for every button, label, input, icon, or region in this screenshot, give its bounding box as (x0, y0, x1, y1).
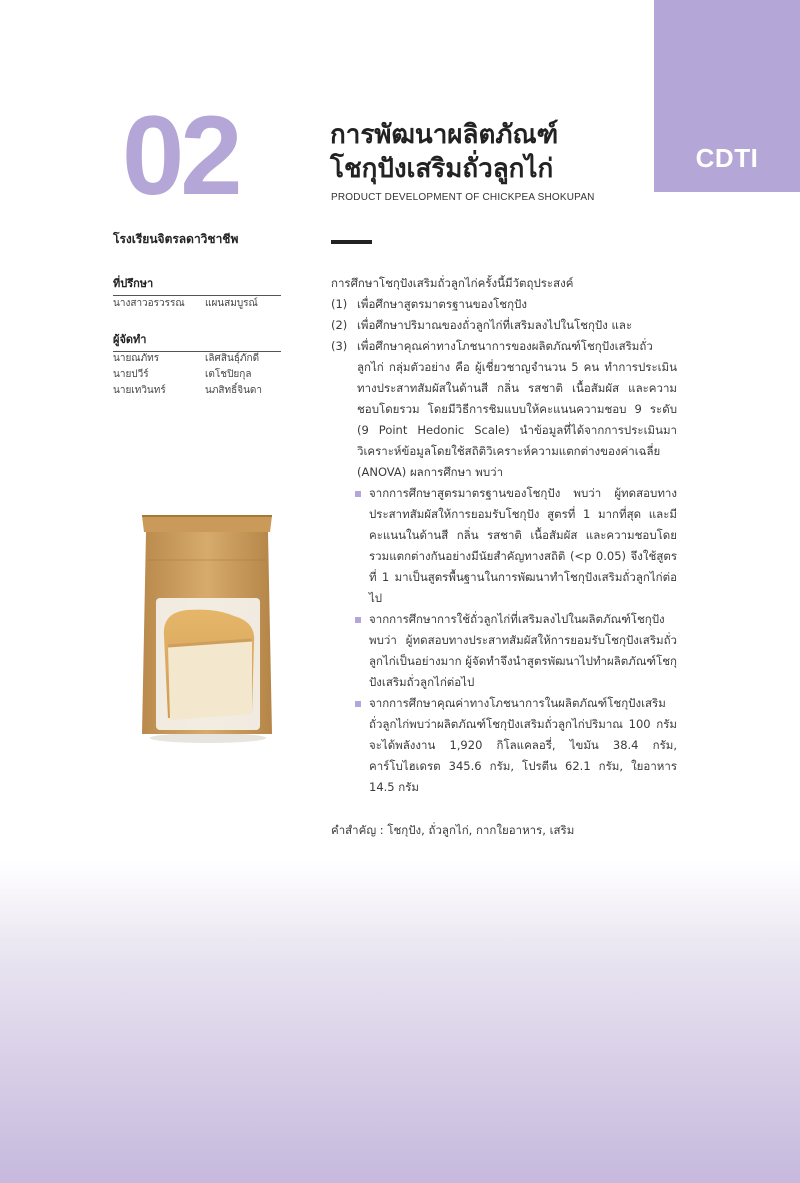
maker-first-name: นายเทวินทร์ (113, 385, 166, 396)
keywords: คำสำคัญ : โชกุปัง, ถั่วลูกไก่, กากใยอาหาร, เสริม (331, 823, 575, 837)
maker-last-name: เตโชปิยกุล (205, 369, 252, 380)
title-line-1: การพัฒนาผลิตภัณฑ์ (330, 120, 559, 150)
finding-text: จากการศึกษาคุณค่าทางโภชนาการในผลิตภัณฑ์โชกุปังเสริมถั่วลูกไก่พบว่าผลิตภัณฑ์โชกุปังเสริมถั่วลูกไก่ปริมาณ 100 กรัม จะได้พลังงาน 1,920 กิโลแคลอรี่, ไขมัน 38.4 กรัม, คาร์โบไฮเดรต 345.6 กรัม, โปรตีน 62.1 กรัม, ใยอาหาร 14.5 กรัม (369, 696, 677, 794)
objective-number: (1) (331, 297, 348, 311)
finding-item (355, 693, 677, 798)
objective-text: เพื่อศึกษาคุณค่าทางโภชนาการของผลิตภัณฑ์โชกุปังเสริมถั่วลูกไก่ กลุ่มตัวอย่าง คือ ผู้เชี่ยวชาญจำนวน 5 คน ทำการประเมินทางประสาทสัมผัสในด้านสี กลิ่น รสชาติ เนื้อสัมผัส และความชอบโดยรวม โดยมีวิธีการชิมแบบให้คะแนนความชอบ 9 ระดับ (9 Point Hedonic Scale) นำข้อมูลที่ได้จากการประเมินมาวิเคราะห์ข้อมูลโดยใช้สถิติวิเคราะห์ความแตกต่างของค่าเฉลี่ย (ANOVA) ผลการศึกษา พบว่า (357, 339, 677, 479)
finding-text: จากการศึกษาสูตรมาตรฐานของโชกุปัง พบว่า ผู้ทดสอบทางประสาทสัมผัสให้การยอมรับโชกุปัง สูตรที่ 1 มากที่สุด และมีคะแนนในด้านสี กลิ่น รสชาติ เนื้อสัมผัส และความชอบโดยรวมแตกต่างกันอย่างมีนัยสำคัญทางสถิติ (<p 0.05) จึงใช้สูตรที่ 1 มาเป็นสูตรพื้นฐานในการพัฒนาทำโชกุปังเสริมถั่วลูกไก่ต่อไป (369, 486, 677, 605)
article-body (331, 273, 677, 841)
maker-row (113, 367, 283, 383)
objective-number: (3) (331, 339, 348, 353)
advisor-row (113, 296, 283, 312)
objective-item (331, 294, 677, 315)
cdti-label: CDTI (695, 143, 759, 173)
advisor-first-name: นางสาวอรวรรณ (113, 298, 185, 309)
title-divider (331, 240, 372, 244)
objective-text: เพื่อศึกษาสูตรมาตรฐานของโชกุปัง (357, 297, 527, 311)
bread-bag-image (138, 512, 276, 744)
objective-item (331, 315, 677, 336)
maker-row (113, 383, 283, 399)
maker-first-name: นายปวีร์ (113, 369, 149, 380)
page-title (330, 118, 640, 186)
findings-list (355, 483, 677, 798)
english-subtitle: PRODUCT DEVELOPMENT OF CHICKPEA SHOKUPAN (331, 192, 595, 203)
bullet-square-icon (355, 701, 361, 707)
title-line-2: โชกุปังเสริมถั่วลูกไก่ (330, 154, 554, 184)
finding-item (355, 483, 677, 609)
finding-text: จากการศึกษาการใช้ถั่วลูกไก่ที่เสริมลงไปในผลิตภัณฑ์โชกุปัง พบว่า ผู้ทดสอบทางประสาทสัมผัสให้การยอมรับโชกุปังเสริมถั่วลูกไก่เป็นอย่างมาก ผู้จัดทำจึงนำสูตรพัฒนาไปทำผลิตภัณฑ์โชกุปังเสริมถั่วลูกไก่ต่อไป (369, 612, 677, 689)
school-name: โรงเรียนจิตรลดาวิชาชีพ (113, 232, 239, 246)
article-number: 02 (122, 93, 239, 218)
cdti-badge (654, 0, 800, 192)
maker-last-name: เลิศสินธุ์ภักดี (205, 353, 260, 364)
bullet-square-icon (355, 491, 361, 497)
objective-item (331, 336, 677, 483)
bullet-square-icon (355, 617, 361, 623)
objective-text: เพื่อศึกษาปริมาณของถั่วลูกไก่ที่เสริมลงไปในโชกุปัง และ (357, 318, 633, 332)
finding-item (355, 609, 677, 693)
objective-number: (2) (331, 318, 348, 332)
advisor-last-name: แผนสมบูรณ์ (205, 298, 258, 309)
advisor-heading: ที่ปรึกษา (113, 274, 281, 296)
maker-first-name: นายณภัทร (113, 353, 160, 364)
maker-row (113, 351, 283, 367)
maker-last-name: นภสิทธิ์จินดา (205, 385, 263, 396)
makers-heading: ผู้จัดทำ (113, 330, 281, 352)
intro-text: การศึกษาโชกุปังเสริมถั่วลูกไก่ครั้งนี้มีวัตถุประสงค์ (331, 276, 574, 290)
